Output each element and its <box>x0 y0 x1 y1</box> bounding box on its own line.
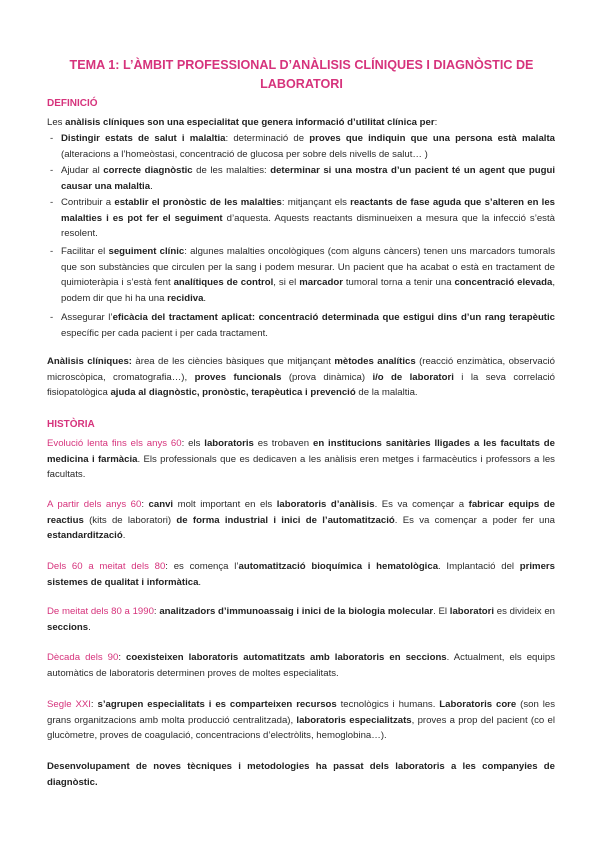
historia-paragraph-3: Dels 60 a meitat dels 80: es comença l’automatització bioquímica i hematològica. Implantació del primers sistemes de qualitat i informàtica. <box>47 561 555 588</box>
definicio-intro: Les anàlisis clíniques son una especialitat que genera informació d’utilitat clínica per: <box>47 117 438 128</box>
section-heading-definicio: DEFINICIÓ <box>47 98 98 109</box>
historia-paragraph-4: De meitat dels 80 a 1990: analitzadors d’immunoassaig i inici de la biologia molecular. El laboratori es divideix en seccions. <box>47 606 555 633</box>
page-title: TEMA 1: L’ÀMBIT PROFESSIONAL D’ANÀLISIS CLÍNIQUES I DIAGNÒSTIC DE LABORATORI <box>69 58 534 91</box>
definicio-item-2: - Ajudar al correcte diagnòstic de les malalties: determinar si una mostra d’un pacient té un agent que pugui causar una malaltia. <box>50 165 555 192</box>
definicio-item-5: - Assegurar l’eficàcia del tractament aplicat: concentració determinada que estigui dins d’un rang terapèutic específic per cada pacient i per cada tractament. <box>50 312 555 339</box>
historia-paragraph-1: Evolució lenta fins els anys 60: els laboratoris es trobaven en institucions sanitàries lligades a les facultats de medicina i farmàcia. Els professionals que es dedicaven a les anàlisis eren metges i farmacèutics i professors a les facultats. <box>47 438 555 480</box>
definicio-item-1: - Distingir estats de salut i malaltia: determinació de proves que indiquin que una persona està malalta (alteracions a l’homeòstasi, concentració de glucosa per sobre dels nivells de salut… ) <box>50 133 556 160</box>
definicio-item-3: - Contribuir a establir el pronòstic de les malalties: mitjançant els reactants de fase aguda que s’alteren en les malalties i es pot fer el seguiment d’aquesta. Aquests reactants disminueixen a mesura que la infecció s’està resolent. <box>50 197 555 239</box>
historia-paragraph-7: Desenvolupament de noves tècniques i metodologies ha passat dels laboratoris a les companyies de diagnòstic. <box>47 761 555 788</box>
analisis-clinicques-paragraph: Anàlisis clíniques: àrea de les ciències bàsiques que mitjançant mètodes analítics (reacció enzimàtica, observació microscòpica, cromatografia…), proves funcionals (prova dinàmica) i/o de laboratori i la seva correlació fisiopatològica ajuda al diagnòstic, pronòstic, terapèutica i prevenció de la malaltia. <box>47 356 555 398</box>
section-heading-historia: HISTÒRIA <box>47 419 95 430</box>
historia-paragraph-6: Segle XXI: s’agrupen especialitats i es comparteixen recursos tecnològics i humans. Laboratoris core (son les grans organitzacions amb molta producció centralitzada), laboratoris especialitzats, proves a prop del pacient (co el glucòmetre, proves de coagulació, concentracions d’electròlits, hemoglobina…). <box>47 699 555 741</box>
definicio-item-4: - Facilitar el seguiment clínic: algunes malalties oncològiques (com alguns càncers) tenen uns marcadors tumorals que son substàncies que circulen per la sang i podem mesurar. Un pacient que ha acabat o està en tractament de quimioteràpia i s’està fent analítiques de control, si el marcador tumoral torna a tenir una concentració elevada, podem dir que hi ha una recidiva. <box>50 246 556 304</box>
historia-paragraph-2: A partir dels anys 60: canvi molt important en els laboratoris d’anàlisis. Es va començar a fabricar equips de reactius (kits de laboratori) de forma industrial i inici de l’automatització. Es va començar a poder fer una estandardització. <box>47 499 556 541</box>
historia-paragraph-5: Dècada dels 90: coexisteixen laboratoris automatitzats amb laboratoris en seccions. Actualment, els equips automàtics de laboratoris determinen proves de moltes especialitats. <box>47 652 555 679</box>
